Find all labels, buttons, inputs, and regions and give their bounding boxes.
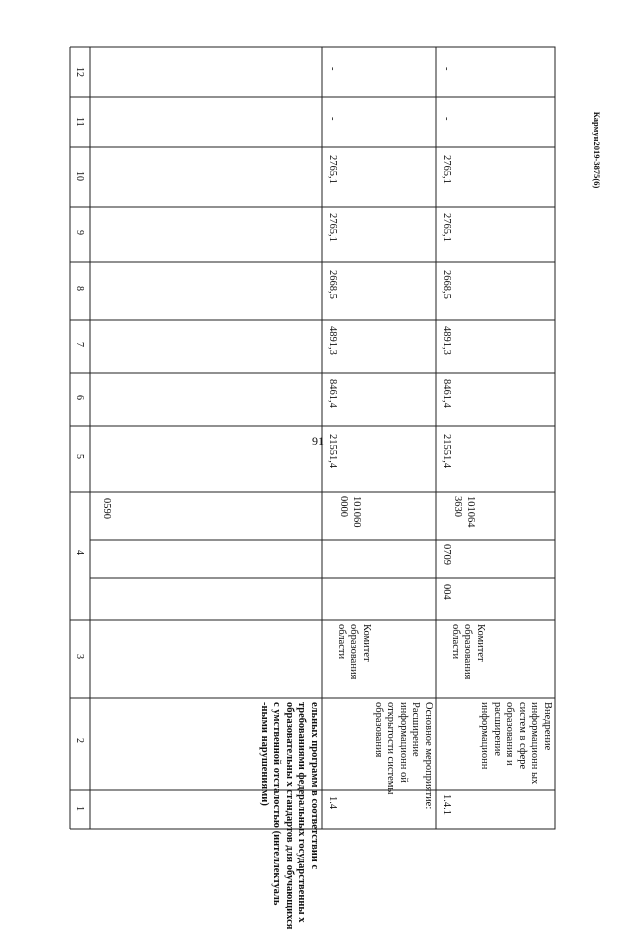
row-1-col-1: 1.4 <box>327 796 338 810</box>
header-col-11: 11 <box>74 117 85 127</box>
header-col-6: 6 <box>74 395 85 400</box>
row-2-col-1: 1.4.1 <box>441 794 452 815</box>
header-col-1: 1 <box>74 806 85 811</box>
row-1-col-7: 4891,3 <box>327 326 338 355</box>
header-col-5: 5 <box>74 454 85 459</box>
page-number: 91 <box>312 434 324 448</box>
row-0-col-4c: 0590 <box>101 498 112 519</box>
header-col-9: 9 <box>74 230 85 235</box>
row-2-col-4a: 004 <box>441 584 452 600</box>
header-col-12: 12 <box>74 67 85 77</box>
row-2-col-3: Комитет образования области <box>450 624 486 680</box>
row-2-col-4b: 0709 <box>441 544 452 565</box>
row-1-col-3: Комитет образования области <box>336 624 372 680</box>
footer-stamp: Кармун2019-3875(6) <box>592 111 602 189</box>
row-2-col-10: 2765,1 <box>441 155 452 184</box>
row-2-col-12: - <box>441 67 452 71</box>
row-2-col-5: 21551,4 <box>441 434 452 469</box>
row-2-col-11: - <box>441 117 452 121</box>
header-col-3: 3 <box>74 654 85 659</box>
row-1-col-5: 21551,4 <box>327 434 338 469</box>
row-1-col-9: 2765,1 <box>327 213 338 242</box>
header-col-10: 10 <box>74 171 85 181</box>
row-2-col-2: Внедрение информационн ых систем в сфере образования и расширение информационн <box>479 702 553 785</box>
row-2-col-8: 2668,5 <box>441 270 452 299</box>
row-1-col-12: - <box>327 67 338 71</box>
row-1-col-6: 8461,4 <box>327 379 338 408</box>
row-1-col-2: Основное мероприятие: Расширение информационн ой открытости системы образования <box>373 702 434 810</box>
header-col-8: 8 <box>74 286 85 291</box>
row-0-col-2: ельных программ в соответствии с требованиями федеральных государственны х образовательны х стандартов для обучающихся с умственной отсталостью (интеллектуаль -ными нарушениями) <box>259 702 320 930</box>
row-1-col-10: 2765,1 <box>327 155 338 184</box>
row-1-col-8: 2668,5 <box>327 270 338 299</box>
row-2-col-7: 4891,3 <box>441 326 452 355</box>
row-2-col-6: 8461,4 <box>441 379 452 408</box>
row-1-col-11: - <box>327 117 338 121</box>
header-col-2: 2 <box>74 738 85 743</box>
row-1-col-4c: 101060 0000 <box>338 496 362 528</box>
header-col-4: 4 <box>74 550 85 555</box>
row-2-col-4c: 101064 3630 <box>452 496 476 528</box>
row-2-col-9: 2765,1 <box>441 213 452 242</box>
header-col-7: 7 <box>74 342 85 347</box>
